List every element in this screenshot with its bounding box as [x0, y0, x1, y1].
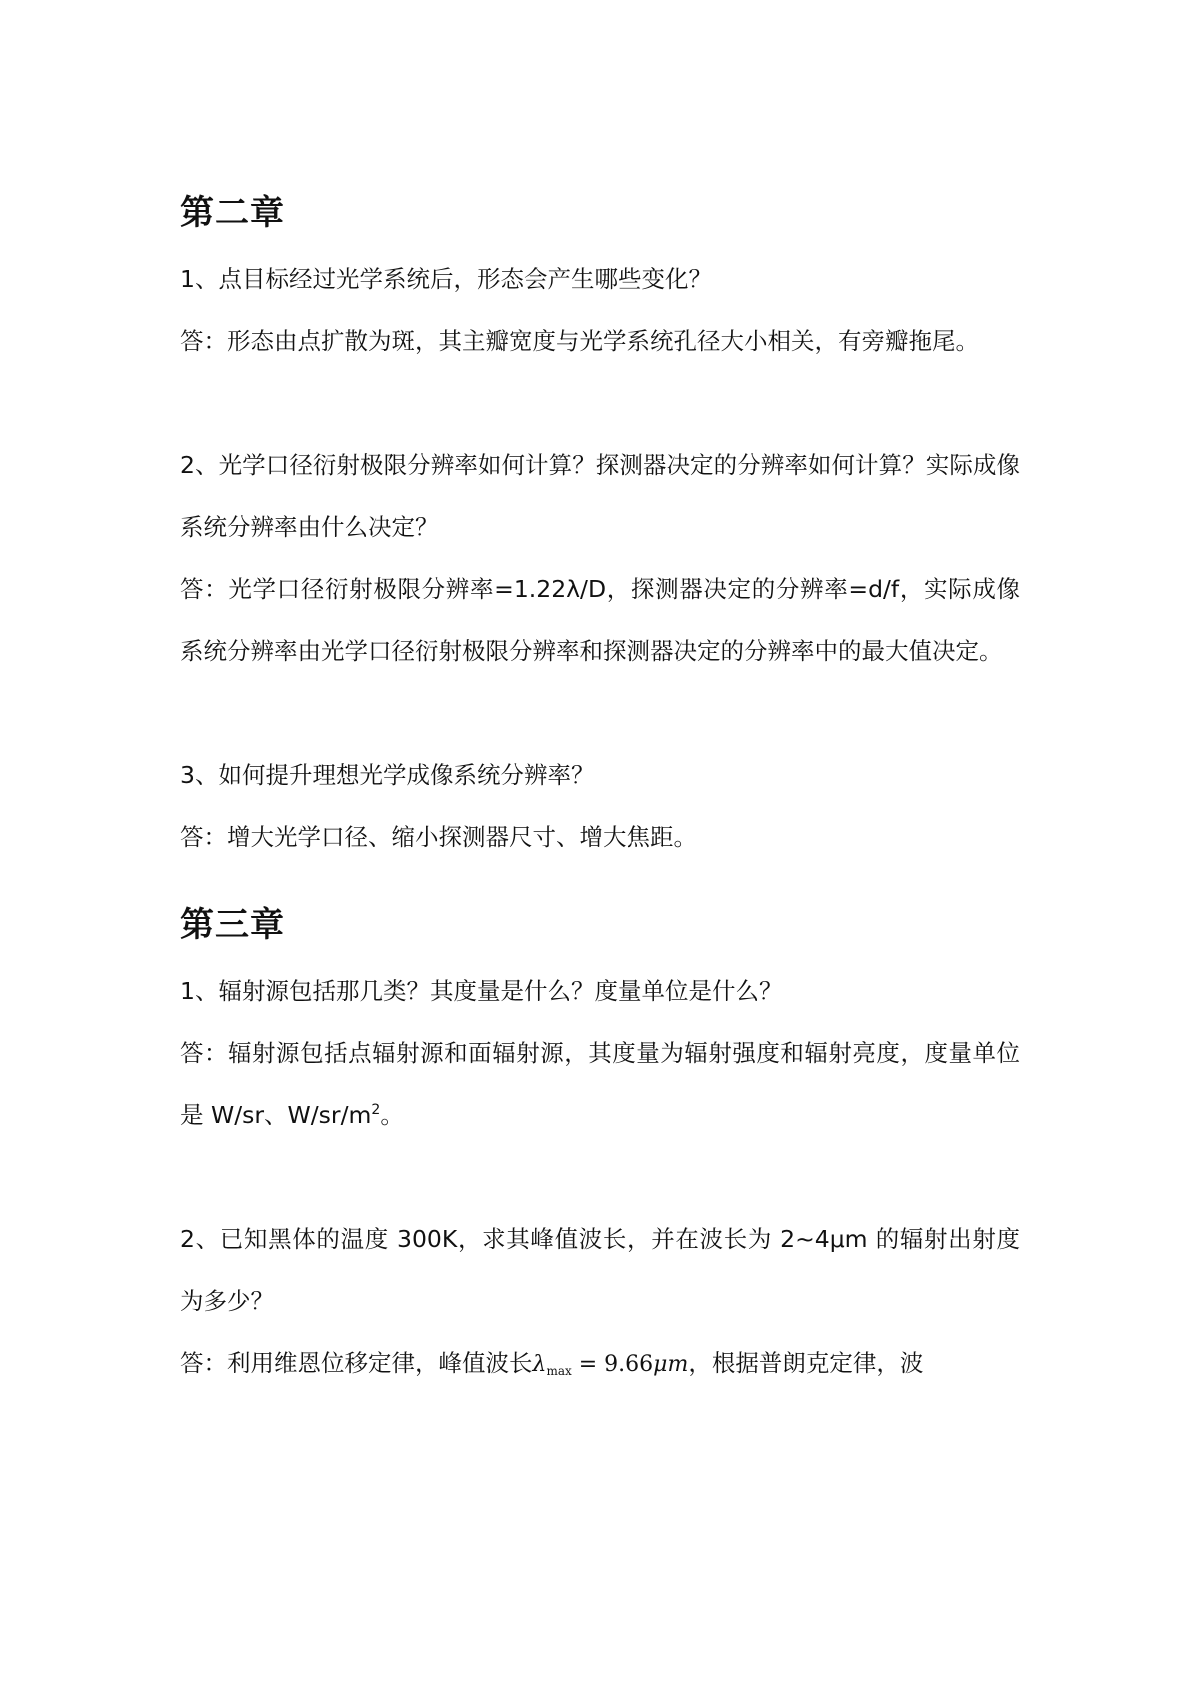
chapter-2-answer-1: 答：形态由点扩散为斑，其主瓣宽度与光学系统孔径大小相关，有旁瓣拖尾。	[180, 327, 979, 355]
wien-formula	[533, 1352, 689, 1377]
formula-symbol: λ	[532, 1352, 547, 1377]
chapter-2-question-2: 2、光学口径衍射极限分辨率如何计算？探测器决定的分辨率如何计算？实际成像系统分辨率由什么决定？	[180, 451, 1020, 541]
spacer	[180, 372, 1020, 434]
chapter-3-answer-1	[180, 1022, 1020, 1146]
formula-value: = 9.66	[571, 1352, 654, 1377]
chapter-2-heading: 第二章	[180, 193, 285, 233]
chapter-3-question-1: 1、辐射源包括那几类？其度量是什么？度量单位是什么？	[180, 977, 783, 1005]
spacer	[180, 682, 1020, 744]
formula-unit: μm	[653, 1352, 689, 1377]
chapter-2-answer-2: 答：光学口径衍射极限分辨率=1.22λ/D，探测器决定的分辨率=d/f，实际成像系统分辨率由光学口径衍射极限分辨率和探测器决定的分辨率中的最大值决定。	[180, 575, 1020, 665]
chapter-2-question-1: 1、点目标经过光学系统后，形态会产生哪些变化？	[180, 265, 712, 293]
answer-text-end: ，根据普朗克定律，波	[688, 1349, 924, 1377]
chapter-3-answer-2	[180, 1332, 1020, 1402]
chapter-3-heading: 第三章	[180, 905, 285, 945]
chapter-3-question-2: 2、已知黑体的温度 300K，求其峰值波长，并在波长为 2~4μm 的辐射出射度为多少？	[180, 1225, 1020, 1315]
answer-text-end: 。	[380, 1101, 404, 1129]
chapter-2-answer-3: 答：增大光学口径、缩小探测器尺寸、增大焦距。	[180, 823, 697, 851]
formula-subscript: max	[546, 1364, 572, 1378]
chapter-2-question-3: 3、如何提升理想光学成像系统分辨率？	[180, 761, 595, 789]
document-page	[180, 150, 1020, 1402]
answer-text: 答：辐射源包括点辐射源和面辐射源，其度量为辐射强度和辐射亮度，度量单位是 W/sr、W/sr/m	[180, 1039, 1020, 1129]
answer-text: 答：利用维恩位移定律，峰值波长	[180, 1349, 533, 1377]
superscript: 2	[371, 1102, 381, 1118]
spacer	[180, 1146, 1020, 1208]
